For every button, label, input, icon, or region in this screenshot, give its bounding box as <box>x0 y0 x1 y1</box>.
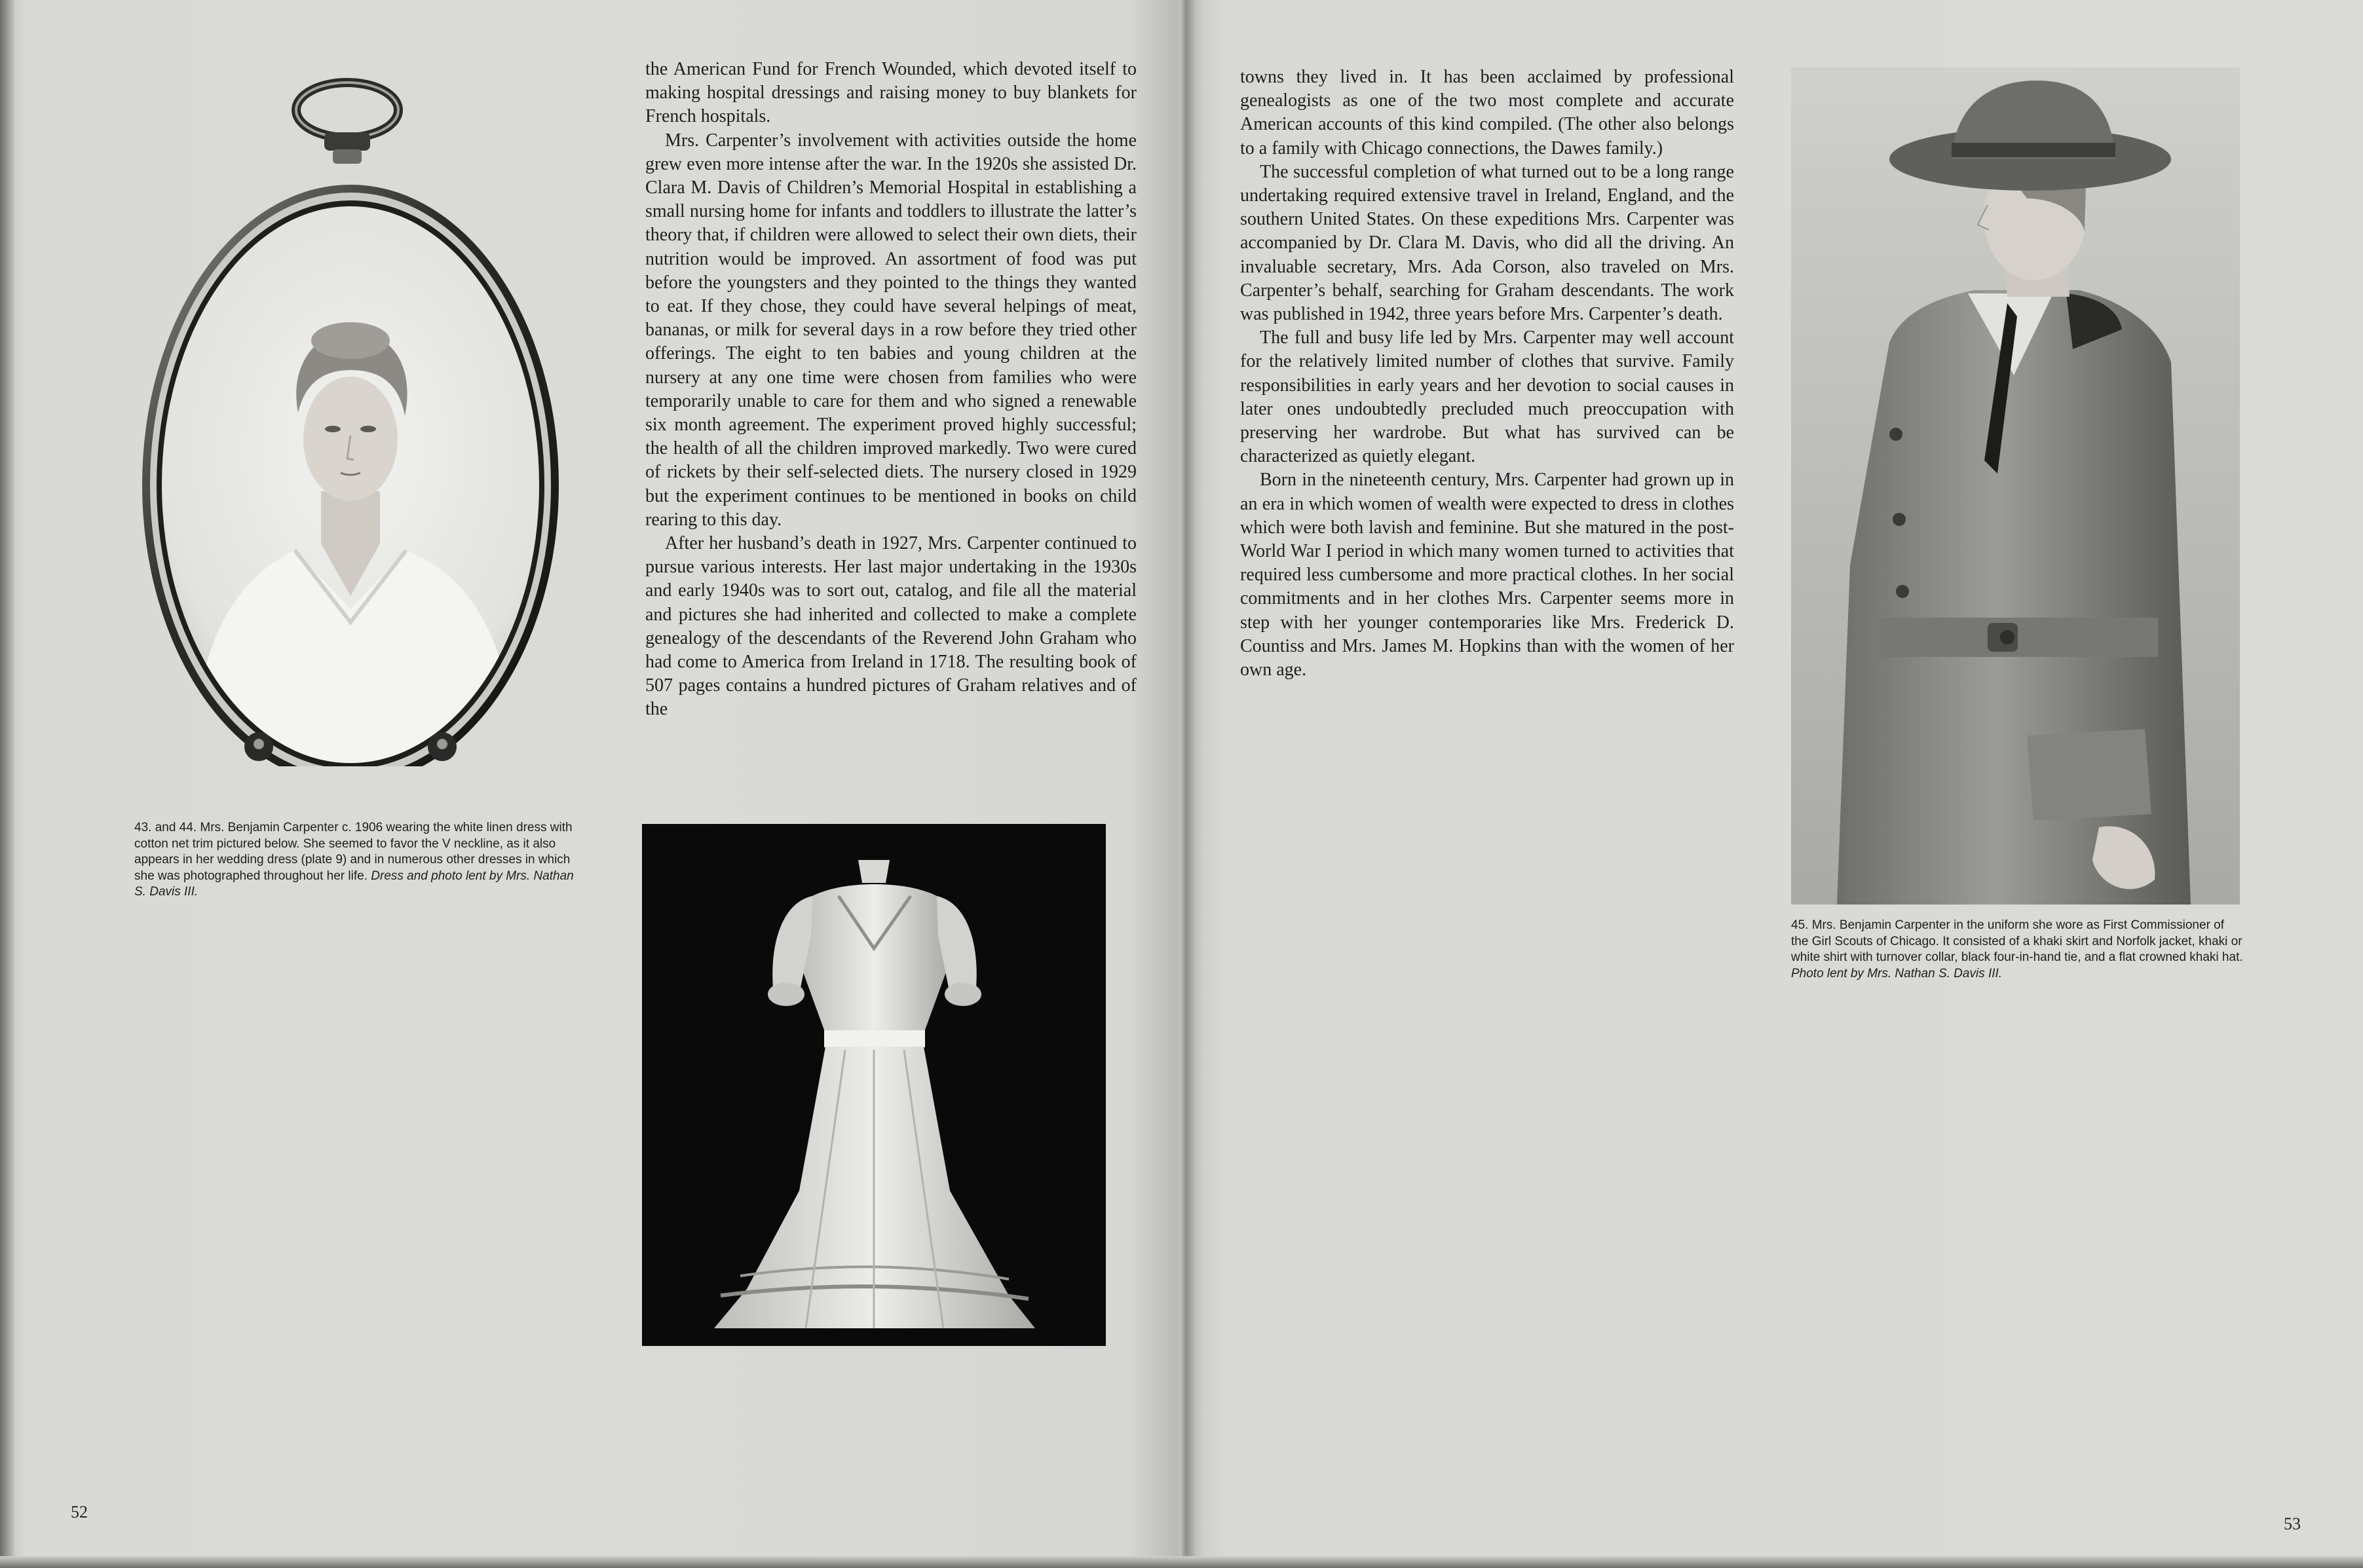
book-gutter <box>1179 0 1195 1568</box>
oval-portrait-illustration <box>124 72 583 766</box>
caption-text: 43. and 44. Mrs. Benjamin Carpenter c. 1906 wearing the white linen dress with cotton net trim pictured below. She seemed to favor the V neckline, as it also appears in her wedding dress (plate 9) and in numerous other dresses in which she was photographed throughout her life. <box>134 821 573 883</box>
caption-text: 45. Mrs. Benjamin Carpenter in the uniform she wore as First Commissioner of the Girl Scouts of Chicago. It consisted of a khaki skirt and Norfolk jacket, khaki or white shirt with turnover collar, black four-in-hand tie, and a flat crowned khaki hat. <box>1791 918 2243 964</box>
caption-45 <box>1791 918 2243 982</box>
paragraph: the American Fund for French Wounded, which devoted itself to making hospital dressings and raising money to buy blankets for French hospitals. <box>645 59 1137 127</box>
page-edge-shadow <box>0 0 14 1568</box>
caption-43-44 <box>134 820 575 901</box>
right-page <box>1187 0 2363 1568</box>
left-body-text <box>645 58 1137 722</box>
white-linen-dress-illustration <box>642 824 1106 1346</box>
paragraph: The full and busy life led by Mrs. Carpenter may well account for the relatively limited number of clothes that survive. Family responsibilities in early years and her devotion to social causes in later ones undoubtedly precluded much preoccupation with preserving her wardrobe. But what has survived can be characterized as quietly elegant. <box>1240 327 1734 467</box>
caption-credit: Photo lent by Mrs. Nathan S. Davis III. <box>1791 966 2003 980</box>
page-number: 52 <box>71 1503 88 1521</box>
girl-scout-uniform-illustration <box>1791 67 2240 905</box>
page-bottom-edge <box>0 1556 2363 1568</box>
uniform-photograph <box>1791 67 2240 905</box>
paragraph: After her husband’s death in 1927, Mrs. Carpenter continued to pursue various interests. Her last major undertaking in the 1930s and early 1940s was to sort out, catalog, and file all the material and pictures she had inherited and collected to make a complete genealogy of the descendants of the Reverend John Graham who had come to America from Ireland in 1718. The resulting book of 507 pages contains a hundred pictures of Graham relatives and of the <box>645 533 1137 720</box>
dress-photograph <box>642 824 1106 1346</box>
page-number: 53 <box>2284 1514 2301 1533</box>
right-body-text <box>1240 65 1734 682</box>
paragraph: Born in the nineteenth century, Mrs. Carpenter had grown up in an era in which women of wealth were expected to dress in clothes which were both lavish and feminine. But she matured in the post-World War I period in which many women turned to activities that required less cumbersome and more practical clothes. In her social commitments and in her clothes Mrs. Carpenter seems more in step with her younger contemporaries like Mrs. Frederick D. Countiss and Mrs. James M. Hopkins than with the women of her own age. <box>1240 470 1734 681</box>
caption-credit: Dress and photo lent by Mrs. Nathan S. Davis III. <box>134 868 574 899</box>
oval-portrait-frame <box>124 72 583 766</box>
paragraph: towns they lived in. It has been acclaimed by professional genealogists as one of the two most complete and accurate American accounts of this kind compiled. (The other also belongs to a family with Chicago connections, the Dawes family.) <box>1240 67 1734 159</box>
paragraph: The successful completion of what turned out to be a long range undertaking required extensive travel in Ireland, England, and the southern United States. On these expeditions Mrs. Carpenter was accompanied by Dr. Clara M. Davis, who did all the driving. An invaluable secretary, Mrs. Ada Corson, also traveled on Mrs. Carpenter’s behalf, searching for Graham descendants. The work was published in 1942, three years before Mrs. Carpenter’s death. <box>1240 161 1734 325</box>
paragraph: Mrs. Carpenter’s involvement with activities outside the home grew even more intense after the war. In the 1920s she assisted Dr. Clara M. Davis of Children’s Memorial Hospital in establishing a small nursing home for infants and toddlers to illustrate the latter’s theory that, if children were allowed to select their own diets, their nutrition would be improved. An assortment of food was put before the youngsters and they pointed to the things they wanted to eat. If they chose, they could have several helpings of meat, bananas, or milk for several days in a row before they tried other offerings. The eight to ten babies and young children at the nursery at any one time were chosen from families who were temporarily unable to care for them and who signed a renewable six month agreement. The experiment proved highly successful; the health of all the children improved markedly. Two were cured of rickets by their self-selected diets. The nursery closed in 1929 but the experiment continues to be mentioned in books on child rearing to this day. <box>645 130 1137 530</box>
